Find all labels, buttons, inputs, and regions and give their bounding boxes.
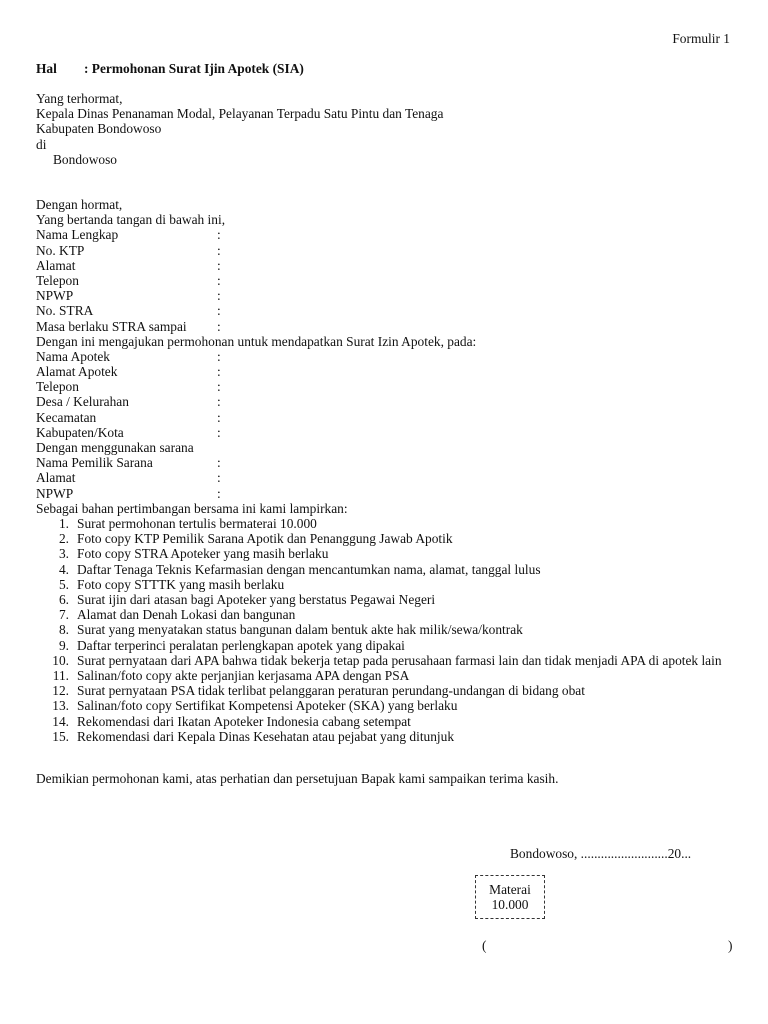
field-label: Telepon bbox=[36, 379, 79, 395]
field-separator: : bbox=[217, 364, 221, 380]
field-separator: : bbox=[217, 455, 221, 471]
field-separator: : bbox=[217, 394, 221, 410]
form-field bbox=[36, 258, 738, 273]
field-separator: : bbox=[217, 379, 221, 395]
addressee-salutation: Yang terhormat, bbox=[36, 91, 123, 106]
field-separator: : bbox=[217, 409, 221, 425]
subject-line bbox=[36, 61, 304, 76]
applicant-fields bbox=[36, 227, 738, 333]
form-field bbox=[36, 364, 738, 379]
field-label: Alamat Apotek bbox=[36, 364, 118, 380]
addressee-line-1: Kepala Dinas Penanaman Modal, Pelayanan Terpadu Satu Pintu dan Tenaga bbox=[36, 106, 444, 122]
pharmacy-fields bbox=[36, 349, 738, 440]
list-item bbox=[36, 531, 738, 546]
addressee-line-4: Bondowoso bbox=[53, 151, 117, 167]
field-label: Nama Pemilik Sarana bbox=[36, 455, 153, 471]
item-text: Surat pernyataan PSA tidak terlibat pelanggaran peraturan perundang-undangan di bidang obat bbox=[77, 683, 585, 699]
item-number: 13. bbox=[52, 698, 69, 714]
item-text: Rekomendasi dari Ikatan Apoteker Indonesia cabang setempat bbox=[77, 713, 411, 729]
request-intro: Dengan ini mengajukan permohonan untuk mendapatkan Surat Izin Apotek, pada: bbox=[36, 333, 477, 349]
field-separator: : bbox=[217, 424, 221, 440]
item-text: Foto copy STRA Apoteker yang masih berlaku bbox=[77, 546, 329, 562]
list-item bbox=[36, 668, 738, 683]
form-field bbox=[36, 410, 738, 425]
item-number: 9. bbox=[58, 637, 69, 653]
item-number: 6. bbox=[58, 591, 69, 607]
form-field bbox=[36, 349, 738, 364]
field-label: Alamat bbox=[36, 257, 76, 273]
list-item bbox=[36, 653, 738, 668]
list-item bbox=[36, 714, 738, 729]
field-label: No. STRA bbox=[36, 303, 94, 319]
item-number: 8. bbox=[58, 622, 69, 638]
field-separator: : bbox=[217, 272, 221, 288]
item-text: Surat ijin dari atasan bagi Apoteker yang berstatus Pegawai Negeri bbox=[77, 591, 436, 607]
item-text: Alamat dan Denah Lokasi dan bangunan bbox=[77, 607, 296, 623]
form-field bbox=[36, 425, 738, 440]
closing-statement: Demikian permohonan kami, atas perhatian dan persetujuan Bapak kami sampaikan terima kasih. bbox=[36, 771, 559, 786]
form-field bbox=[36, 288, 738, 303]
item-number: 14. bbox=[52, 713, 69, 729]
list-item bbox=[36, 622, 738, 637]
item-number: 10. bbox=[52, 652, 69, 668]
field-separator: : bbox=[217, 227, 221, 243]
field-label: Kecamatan bbox=[36, 409, 97, 425]
form-field bbox=[36, 455, 738, 470]
field-separator: : bbox=[217, 318, 221, 334]
list-item bbox=[36, 638, 738, 653]
item-text: Salinan/foto copy akte perjanjian kerjasama APA dengan PSA bbox=[77, 667, 410, 683]
field-label: Desa / Kelurahan bbox=[36, 394, 129, 410]
item-number: 1. bbox=[58, 515, 69, 531]
field-separator: : bbox=[217, 303, 221, 319]
item-text: Surat pernyataan dari APA bahwa tidak bekerja tetap pada perusahaan farmasi lain dan tidak menjadi APA di apotek lain bbox=[77, 652, 722, 668]
field-separator: : bbox=[217, 485, 221, 501]
field-label: No. KTP bbox=[36, 242, 85, 258]
field-label: NPWP bbox=[36, 288, 74, 304]
field-label: Nama Apotek bbox=[36, 348, 111, 364]
stamp-line-2: 10.000 bbox=[491, 897, 529, 912]
list-item bbox=[36, 577, 738, 592]
field-label: Kabupaten/Kota bbox=[36, 424, 124, 440]
item-number: 7. bbox=[58, 607, 69, 623]
form-field bbox=[36, 303, 738, 318]
form-field bbox=[36, 486, 738, 501]
subject-label: Hal bbox=[36, 61, 57, 76]
list-item bbox=[36, 562, 738, 577]
item-number: 5. bbox=[58, 576, 69, 592]
item-text: Daftar Tenaga Teknis Kefarmasian dengan mencantumkan nama, alamat, tanggal lulus bbox=[77, 561, 541, 577]
subject-text: : Permohonan Surat Ijin Apotek (SIA) bbox=[84, 61, 304, 76]
form-field bbox=[36, 379, 738, 394]
signature-paren-close: ) bbox=[728, 938, 733, 953]
item-number: 15. bbox=[52, 728, 69, 744]
item-number: 12. bbox=[52, 683, 69, 699]
field-label: Telepon bbox=[36, 272, 79, 288]
signature-paren-open: ( bbox=[482, 938, 487, 953]
place-date: Bondowoso, ..........................20... bbox=[510, 846, 692, 861]
item-text: Surat permohonan tertulis bermaterai 10.000 bbox=[77, 515, 317, 531]
form-field bbox=[36, 227, 738, 242]
item-number: 11. bbox=[52, 667, 69, 683]
field-label: Nama Lengkap bbox=[36, 227, 119, 243]
attachments-intro: Sebagai bahan pertimbangan bersama ini kami lampirkan: bbox=[36, 500, 348, 516]
item-text: Daftar terperinci peralatan perlengkapan apotek yang dipakai bbox=[77, 637, 405, 653]
item-number: 4. bbox=[58, 561, 69, 577]
form-field bbox=[36, 470, 738, 485]
item-text: Foto copy STTTK yang masih berlaku bbox=[77, 576, 285, 592]
facility-intro: Dengan menggunakan sarana bbox=[36, 440, 194, 455]
item-text: Salinan/foto copy Sertifikat Kompetensi Apoteker (SKA) yang berlaku bbox=[77, 698, 458, 714]
list-item bbox=[36, 592, 738, 607]
materai-stamp-box bbox=[475, 875, 545, 919]
stamp-line-1: Materai bbox=[489, 881, 531, 897]
form-field bbox=[36, 273, 738, 288]
facility-fields bbox=[36, 455, 738, 501]
list-item bbox=[36, 683, 738, 698]
letter-body bbox=[36, 197, 738, 744]
field-separator: : bbox=[217, 242, 221, 258]
item-number: 2. bbox=[58, 531, 69, 547]
field-separator: : bbox=[217, 257, 221, 273]
list-item bbox=[36, 546, 738, 561]
form-field bbox=[36, 319, 738, 334]
form-field bbox=[36, 394, 738, 409]
field-separator: : bbox=[217, 348, 221, 364]
list-item bbox=[36, 698, 738, 713]
item-text: Foto copy KTP Pemilik Sarana Apotik dan Penanggung Jawab Apotik bbox=[77, 531, 453, 547]
addressee-line-3: di bbox=[36, 136, 47, 152]
field-separator: : bbox=[217, 288, 221, 304]
field-label: NPWP bbox=[36, 485, 74, 501]
list-item bbox=[36, 607, 738, 622]
list-item bbox=[36, 516, 738, 531]
item-number: 3. bbox=[58, 546, 69, 562]
item-text: Surat yang menyatakan status bangunan dalam bentuk akte hak milik/sewa/kontrak bbox=[77, 622, 523, 638]
field-label: Masa berlaku STRA sampai bbox=[36, 318, 187, 334]
intro: Yang bertanda tangan di bawah ini, bbox=[36, 212, 226, 228]
form-number-label: Formulir 1 bbox=[672, 31, 730, 46]
form-field bbox=[36, 243, 738, 258]
field-separator: : bbox=[217, 470, 221, 486]
list-item bbox=[36, 729, 738, 744]
item-text: Rekomendasi dari Kepala Dinas Kesehatan atau pejabat yang ditunjuk bbox=[77, 728, 455, 744]
addressee-line-2: Kabupaten Bondowoso bbox=[36, 121, 162, 137]
attachments-list bbox=[36, 516, 738, 744]
addressee-block bbox=[36, 91, 443, 167]
field-label: Alamat bbox=[36, 470, 76, 486]
greeting: Dengan hormat, bbox=[36, 197, 123, 212]
